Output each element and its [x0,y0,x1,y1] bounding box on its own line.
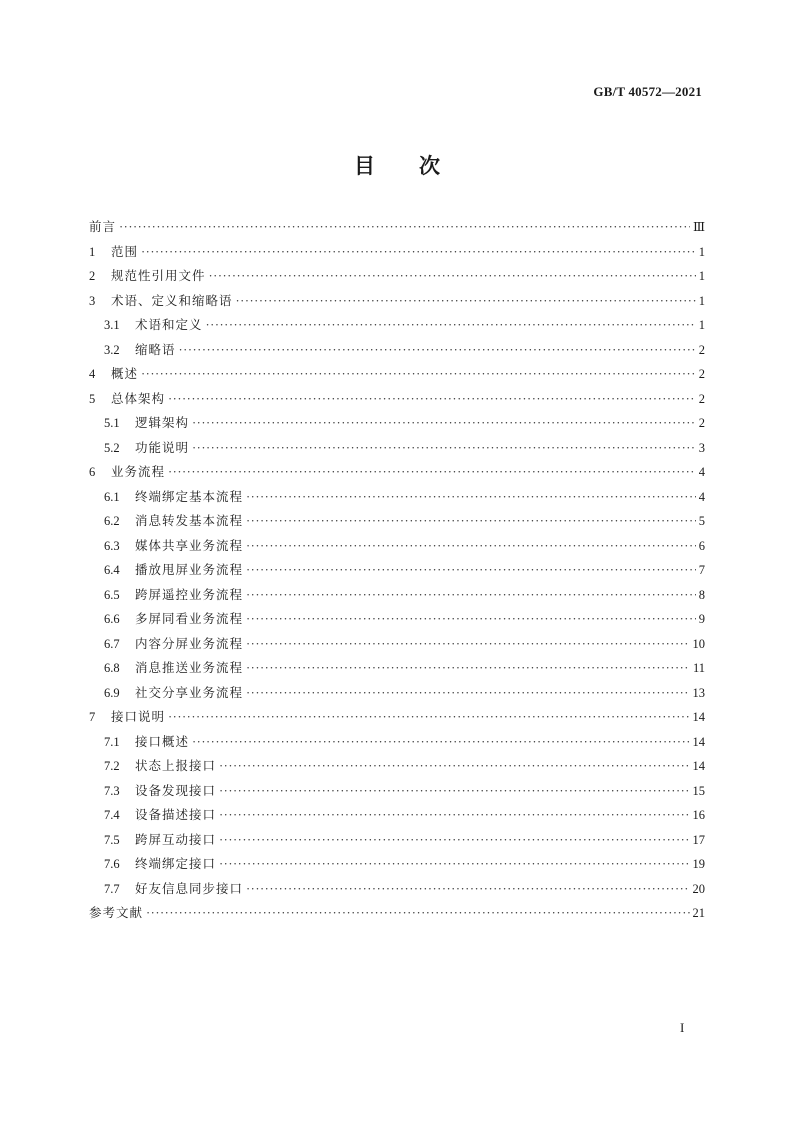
toc-entry[interactable] [89,705,705,730]
toc-entry-label: 消息转发基本流程 [135,513,244,528]
dot-leader [192,411,696,436]
toc-entry-number: 3.2 [104,342,120,357]
toc-entry-number: 6.4 [104,563,120,577]
dot-leader [168,705,689,730]
toc-entry-number: 2 [89,269,96,283]
toc-entry-number: 6.6 [104,612,120,626]
toc-entry-page: 6 [698,538,705,553]
toc-entry[interactable] [89,779,705,804]
toc-entry[interactable] [89,387,705,412]
toc-entry-label: 好友信息同步接口 [135,880,244,896]
toc-entry-number: 7.4 [104,808,120,822]
toc-entry[interactable] [89,828,705,853]
toc-entry-label: 概述 [111,366,139,381]
toc-entry-label: 播放甩屏业务流程 [135,562,244,577]
toc-entry-label: 内容分屏业务流程 [135,635,244,651]
toc-entry-label: 参考文献 [89,905,144,920]
toc-entry-page: 16 [692,808,705,822]
toc-entry-label: 缩略语 [135,341,176,357]
toc-entry-label: 业务流程 [111,464,166,479]
dot-leader [219,779,689,804]
toc-entry-number: 6.8 [104,661,120,675]
dot-leader [168,460,696,485]
dot-leader [246,656,690,681]
toc-entry-label: 状态上报接口 [135,758,217,773]
toc-entry[interactable] [89,313,705,338]
dot-leader [246,681,689,706]
toc-entry[interactable] [89,681,705,706]
toc-entry-label: 规范性引用文件 [111,268,206,283]
table-of-contents [89,215,705,926]
toc-entry-page: 15 [692,783,705,798]
toc-entry-label: 跨屏遥控业务流程 [135,586,244,602]
toc-entry-number: 6.3 [104,538,120,553]
toc-entry-number: 7.2 [104,759,120,773]
toc-entry-label: 设备发现接口 [135,782,217,798]
toc-entry[interactable] [89,607,705,632]
dot-leader [219,828,689,853]
toc-entry-number: 6.7 [104,636,120,651]
toc-entry-page: 9 [698,612,705,626]
toc-entry[interactable] [89,534,705,559]
toc-entry-number: 6 [89,465,96,479]
toc-entry-number: 6.1 [104,489,120,504]
toc-entry-label: 社交分享业务流程 [135,684,244,700]
toc-entry-number: 7.1 [104,734,120,749]
dot-leader [246,558,696,583]
toc-entry-number: 7.7 [104,881,120,896]
toc-entry-page: 1 [698,269,705,283]
dot-leader [219,754,689,779]
toc-entry-number: 5.1 [104,416,120,430]
dot-leader [246,632,689,657]
dot-leader [146,901,689,926]
toc-entry[interactable] [89,264,705,289]
toc-entry-number: 3 [89,293,96,308]
toc-entry[interactable] [89,901,705,926]
dot-leader [219,852,689,877]
title-char-2: 次 [419,154,440,178]
toc-entry[interactable] [89,460,705,485]
toc-entry-number: 5.2 [104,440,120,455]
toc-entry-label: 前言 [89,219,117,234]
toc-entry[interactable] [89,754,705,779]
toc-entry-page: 1 [698,318,705,332]
toc-entry-number: 3.1 [104,318,120,332]
dot-leader [209,264,696,289]
toc-entry-label: 设备描述接口 [135,807,217,822]
page-number: I [680,1020,685,1035]
dot-leader [246,485,696,510]
toc-entry-number: 7 [89,710,96,724]
toc-entry-label: 跨屏互动接口 [135,831,217,847]
toc-entry[interactable] [89,411,705,436]
toc-entry-label: 术语和定义 [135,317,203,332]
toc-entry[interactable] [89,632,705,657]
toc-entry-number: 6.2 [104,514,120,528]
toc-entry-page: 2 [698,391,705,406]
standard-code: GB/T 40572—2021 [593,84,702,99]
toc-entry-number: 7.6 [104,857,120,871]
toc-entry-label: 消息推送业务流程 [135,660,244,675]
dot-leader [246,534,696,559]
toc-entry-label: 多屏同看业务流程 [135,611,244,626]
toc-entry-page: 21 [692,906,705,920]
toc-entry-number: 1 [89,244,96,259]
toc-entry[interactable] [89,485,705,510]
toc-entry-page: 14 [692,759,705,773]
toc-entry[interactable] [89,509,705,534]
toc-entry-page: 7 [698,563,705,577]
toc-entry-page: 2 [698,342,705,357]
toc-entry-page: 3 [698,440,705,455]
dot-leader [246,877,689,902]
toc-entry[interactable] [89,362,705,387]
toc-entry-page: 8 [698,587,705,602]
toc-entry-page: Ⅲ [692,220,705,234]
toc-entry-page: 4 [698,489,705,504]
dot-leader [246,583,696,608]
toc-entry-label: 媒体共享业务流程 [135,537,244,553]
toc-entry[interactable] [89,803,705,828]
toc-entry-label: 接口概述 [135,733,190,749]
toc-entry-number: 6.9 [104,685,120,700]
toc-entry-label: 接口说明 [111,709,166,724]
dot-leader [141,362,696,387]
dot-leader [206,313,696,338]
toc-entry-page: 17 [692,832,705,847]
toc-entry-page: 10 [692,636,705,651]
page-title [0,150,794,180]
dot-leader [246,607,696,632]
toc-entry-number: 4 [89,367,96,381]
toc-entry[interactable] [89,730,705,755]
toc-entry-page: 11 [692,661,705,675]
toc-entry-page: 20 [692,881,705,896]
toc-entry-page: 2 [698,367,705,381]
toc-entry[interactable] [89,656,705,681]
toc-entry[interactable] [89,338,705,363]
toc-entry-page: 14 [692,734,705,749]
toc-entry[interactable] [89,583,705,608]
dot-leader [119,215,690,240]
toc-entry-label: 范围 [111,243,139,259]
toc-entry-label: 逻辑架构 [135,415,190,430]
toc-entry[interactable] [89,215,705,240]
toc-entry[interactable] [89,877,705,902]
dot-leader [168,387,696,412]
toc-entry-number: 7.5 [104,832,120,847]
toc-entry-label: 终端绑定基本流程 [135,488,244,504]
toc-entry-page: 1 [698,244,705,259]
toc-entry-page: 5 [698,514,705,528]
toc-entry[interactable] [89,289,705,314]
toc-entry-label: 总体架构 [111,390,166,406]
toc-entry-page: 2 [698,416,705,430]
toc-entry[interactable] [89,436,705,461]
toc-entry[interactable] [89,852,705,877]
toc-entry-number: 7.3 [104,783,120,798]
dot-leader [179,338,696,363]
toc-entry-number: 5 [89,391,96,406]
toc-entry-page: 19 [692,857,705,871]
dot-leader [219,803,689,828]
dot-leader [236,289,696,314]
toc-entry-page: 14 [692,710,705,724]
toc-entry[interactable] [89,558,705,583]
toc-entry-page: 4 [698,465,705,479]
toc-entry-page: 13 [692,685,705,700]
toc-entry-label: 功能说明 [135,439,190,455]
dot-leader [246,509,696,534]
toc-entry-label: 终端绑定接口 [135,856,217,871]
dot-leader [141,240,696,265]
dot-leader [192,730,689,755]
toc-entry-page: 1 [698,293,705,308]
title-char-1: 目 [354,154,375,178]
dot-leader [192,436,696,461]
toc-entry-label: 术语、定义和缩略语 [111,292,233,308]
toc-entry[interactable] [89,240,705,265]
toc-entry-number: 6.5 [104,587,120,602]
